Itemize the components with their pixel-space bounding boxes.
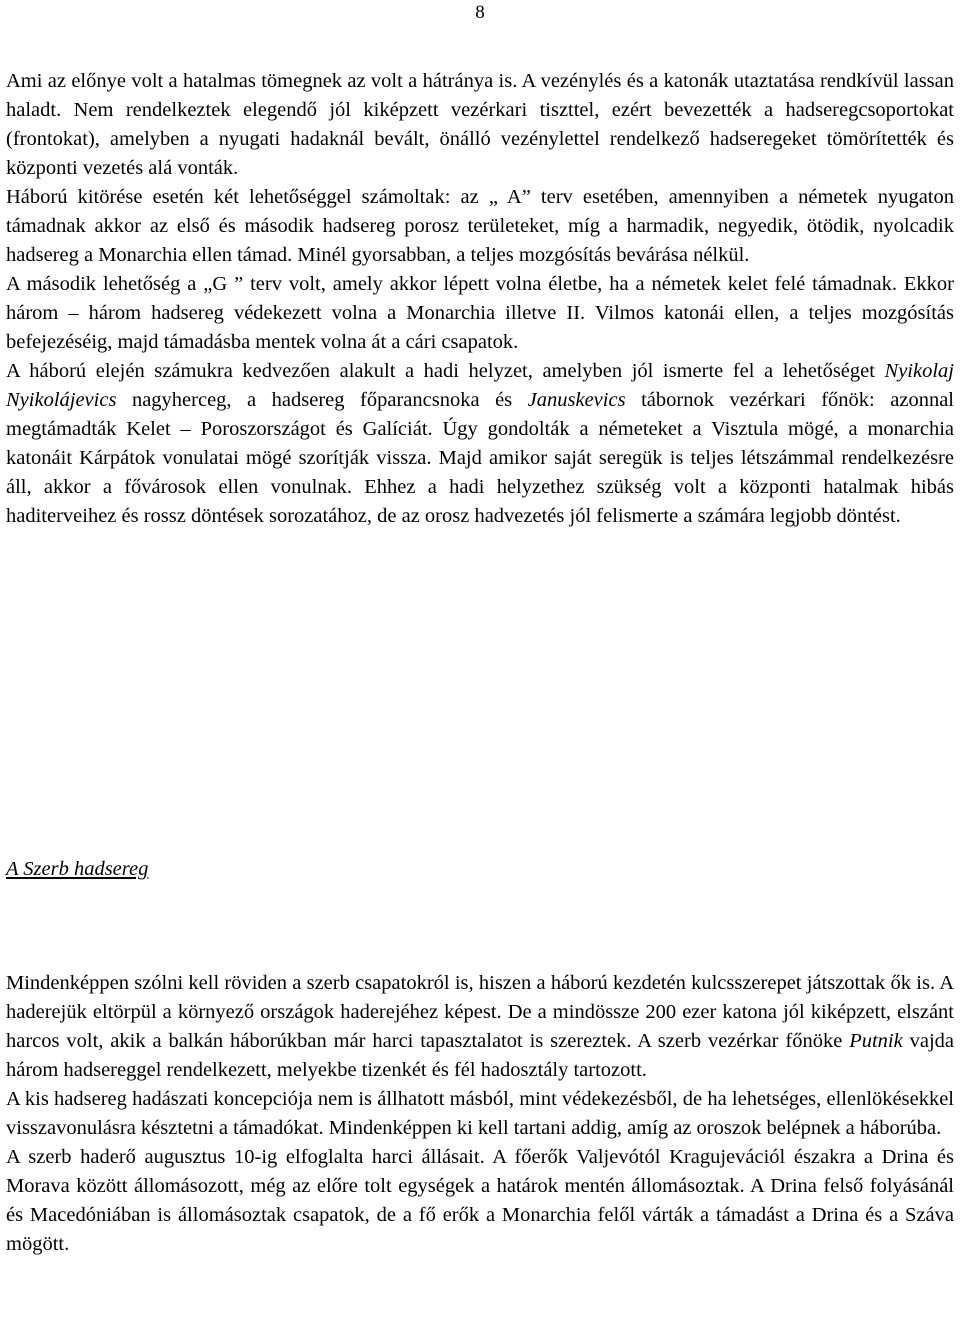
person-name: Putnik	[849, 1030, 903, 1052]
paragraph-war-beginning	[6, 357, 954, 531]
text-run: nagyherceg, a hadsereg főparancsnoka és	[116, 389, 528, 411]
text-run: A háború elején számukra kedvezően alakult a hadi helyzet, amelyben jól ismerte fel a lehetőséget	[6, 360, 885, 382]
text-run: Mindenképpen szólni kell röviden a szerb csapatokról is, hiszen a háború kezdetén kulcsszerepet játszottak ők is. A haderejük eltörpül a környező országok haderejéhez képest. De a mindössze 200 ezer katona jól kiképzett, elszánt harcos volt, akik a balkán háborúkban már harci tapasztalatot is szereztek. A szerb vezérkar főnöke	[6, 972, 954, 1052]
section-serbian-army	[6, 969, 954, 1259]
person-name: Nyikolaj Nyikolájevics	[6, 360, 954, 411]
paragraph-deployment: A szerb haderő augusztus 10-ig elfoglalta harci állásait. A főerők Valjevótól Kragujevációl északra a Drina és Morava között állomásozott, még az előre tolt egységek a határok mentén állomásoztak. A Drina felső folyásánál és Macedóniában is állomásoztak csapatok, de a fő erők a Monarchia felől várták a támadást a Drina és a Száva mögött.	[6, 1146, 954, 1255]
paragraph-command: Ami az előnye volt a hatalmas tömegnek az volt a hátránya is. A vezénylés és a katonák utaztatása rendkívül lassan haladt. Nem rendelkeztek elegendő jól kiképzett vezérkari tiszttel, ezért bevezették a hadseregcsoportokat (frontokat), amelyben a nyugati hadaknál bevált, önálló vezénylettel rendelkező hadseregeket tömörítették és központi vezetés alá vonták.	[6, 70, 954, 179]
paragraph-plan-g: A második lehetőség a „G ” terv volt, amely akkor lépett volna életbe, ha a németek kelet felé támadnak. Ekkor három – három hadsereg védekezett volna a Monarchia illetve II. Vilmos katonái ellen, a teljes mozgósítás befejezéséig, majd támadásba mentek volna át a cári csapatok.	[6, 273, 954, 353]
paragraph-serbian-forces	[6, 969, 954, 1085]
text-run: tábornok vezérkari főnök: azonnal megtámadták Kelet – Poroszországot és Galíciát. Úgy gondolták a németeket a Visztula mögé, a monarchia katonáit Kárpátok vonulatai mögé szorítják vissza. Majd amikor saját seregük is teljes létszámmal rendelkezésre áll, akkor a fővárosok ellen vonulnak. Ehhez a hadi helyzethez szükség volt a központi hatalmak hibás haditerveihez és rossz döntések sorozatához, de az orosz hadvezetés jól felismerte a számára legjobb döntést.	[6, 389, 954, 527]
paragraph-plan-a: Háború kitörése esetén két lehetőséggel számoltak: az „ A” terv esetében, amennyiben a németek nyugaton támadnak akkor az első és második hadsereg porosz területeket, míg a harmadik, negyedik, ötödik, nyolcadik hadsereg a Monarchia ellen támad. Minél gyorsabban, a teljes mozgósítás bevárása nélkül.	[6, 186, 954, 266]
text-run: vajda három hadsereggel rendelkezett, melyekbe tizenkét és fél hadosztály tartozott.	[6, 1030, 954, 1081]
page-number: 8	[475, 2, 485, 23]
section-army-organization	[6, 67, 954, 531]
section-heading: A Szerb hadsereg	[6, 858, 149, 880]
person-name: Januskevics	[527, 389, 626, 411]
paragraph-strategy: A kis hadsereg hadászati koncepciója nem is állhatott másból, mint védekezésből, de ha lehetséges, ellenlökésekkel visszavonulásra késztetni a támadókat. Mindenképpen ki kell tartani addig, amíg az oroszok belépnek a háborúba.	[6, 1088, 954, 1139]
